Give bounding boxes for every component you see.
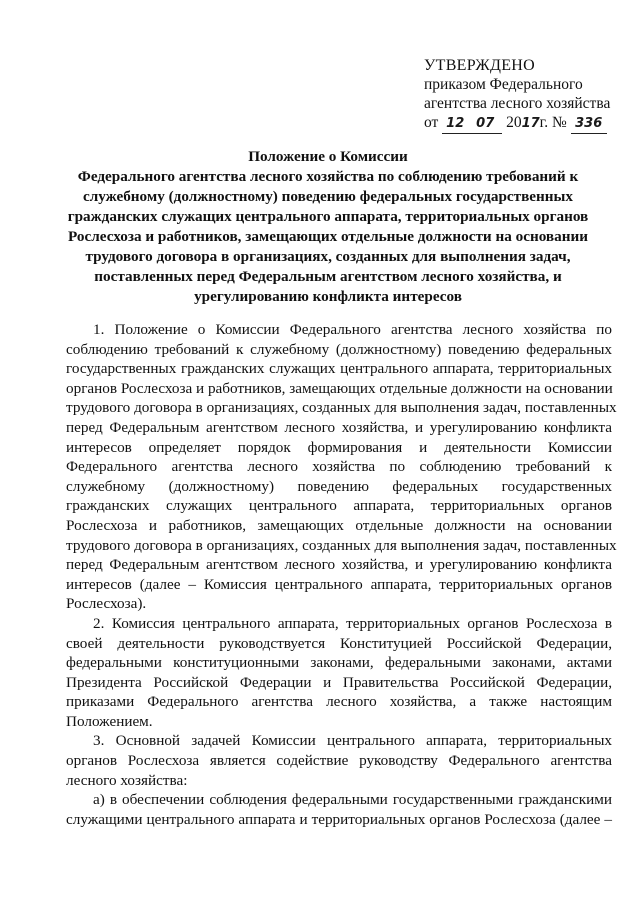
document-heading — [64, 147, 592, 307]
approval-order-number: 336 — [571, 114, 607, 134]
heading-line: служебному (должностному) поведению федеральных государственных — [83, 188, 573, 205]
text-line: своей деятельности руководствуется Конституцией Российской Федерации, — [66, 634, 612, 652]
approval-from-label: от — [424, 114, 439, 131]
text-line: 3. Основной задачей Комиссии центрального аппарата, территориальных — [93, 732, 612, 750]
text-line: служебному (должностному) поведению федеральных государственных — [66, 477, 612, 495]
text-line: интересов (далее – Комиссия центрального аппарата, территориальных органов — [66, 575, 612, 593]
text-line: интересов определяет порядок формирования и деятельности Комиссии — [66, 438, 612, 456]
approval-date-line — [424, 113, 624, 134]
text-line: служащими центрального аппарата и территориальных органов Рослесхоза (далее – — [66, 810, 612, 828]
approval-line-1: приказом Федерального — [424, 76, 583, 93]
approval-date-day: 12 — [442, 114, 468, 134]
heading-line: Федерального агентства лесного хозяйства по соблюдению требований к — [77, 168, 579, 185]
approval-year-label: г. № — [539, 114, 567, 131]
paragraph-2 — [66, 614, 612, 732]
paragraph-3a — [66, 790, 612, 829]
text-line: перед Федеральным агентством лесного хозяйства, и урегулированию конфликта — [66, 556, 612, 574]
text-line: 1. Положение о Комиссии Федерального агентства лесного хозяйства по — [93, 321, 612, 338]
text-line: 2. Комиссия центрального аппарата, территориальных органов Рослесхоза в — [93, 614, 612, 632]
approval-date-month: 07 — [468, 114, 502, 134]
approval-line-2: агентства лесного хозяйства — [424, 95, 611, 112]
text-line: органов Рослесхоза и работников, замещающих отдельные должности на основании — [66, 379, 613, 397]
text-line: а) в обеспечении соблюдения федеральными государственными гражданскими — [93, 791, 612, 809]
heading-line: урегулированию конфликта интересов — [194, 288, 462, 305]
approval-year-prefix: 20 — [506, 114, 522, 131]
heading-line: гражданских служащих центрального аппарата, территориальных органов — [67, 208, 589, 225]
text-line: перед Федеральным агентством лесного хозяйства, и урегулированию конфликта — [66, 418, 612, 436]
text-line: Федерального агентства лесного хозяйства по соблюдению требований к — [66, 458, 612, 476]
text-line: трудового договора в организациях, созданных для выполнения задач, поставленных — [66, 399, 617, 417]
heading-line: поставленных перед Федеральным агентством лесного хозяйства, и — [94, 268, 562, 285]
heading-line: Рослесхоза и работников, замещающих отдельные должности на основании — [68, 228, 588, 245]
text-line: органов Рослесхоза является содействие руководству Федерального агентства — [66, 752, 612, 770]
text-line: Рослесхоза и работников, замещающих отдельные должности на основании — [66, 516, 612, 534]
text-line: государственных гражданских служащих центрального аппарата, территориальных — [66, 360, 612, 378]
text-line: трудового договора в организациях, созданных для выполнения задач, поставленных — [66, 536, 617, 554]
approval-title: УТВЕРЖДЕНО — [424, 57, 536, 74]
text-line: гражданских служащих центрального аппарата, территориальных органов — [66, 497, 612, 515]
text-line: Положением. — [66, 712, 153, 730]
text-line: Рослесхоза). — [66, 595, 147, 613]
document-body — [66, 320, 617, 829]
heading-line: Положение о Комиссии — [248, 148, 408, 165]
text-line: лесного хозяйства: — [66, 771, 188, 789]
text-line: приказами Федерального агентства лесного хозяйства, а также настоящим — [66, 693, 612, 711]
text-line: соблюдению требований к служебному (должностному) поведению федеральных — [66, 340, 612, 358]
heading-line: трудового договора в организациях, созданных для выполнения задач, — [85, 248, 571, 265]
approval-year-suffix: 17 — [521, 116, 540, 131]
text-line: Президента Российской Федерации и Правительства Российской Федерации, — [66, 673, 612, 691]
paragraph-1 — [66, 320, 617, 614]
approval-stamp — [424, 56, 624, 134]
paragraph-3 — [66, 731, 612, 790]
text-line: федеральными конституционными законами, федеральными законами, актами — [66, 654, 612, 672]
